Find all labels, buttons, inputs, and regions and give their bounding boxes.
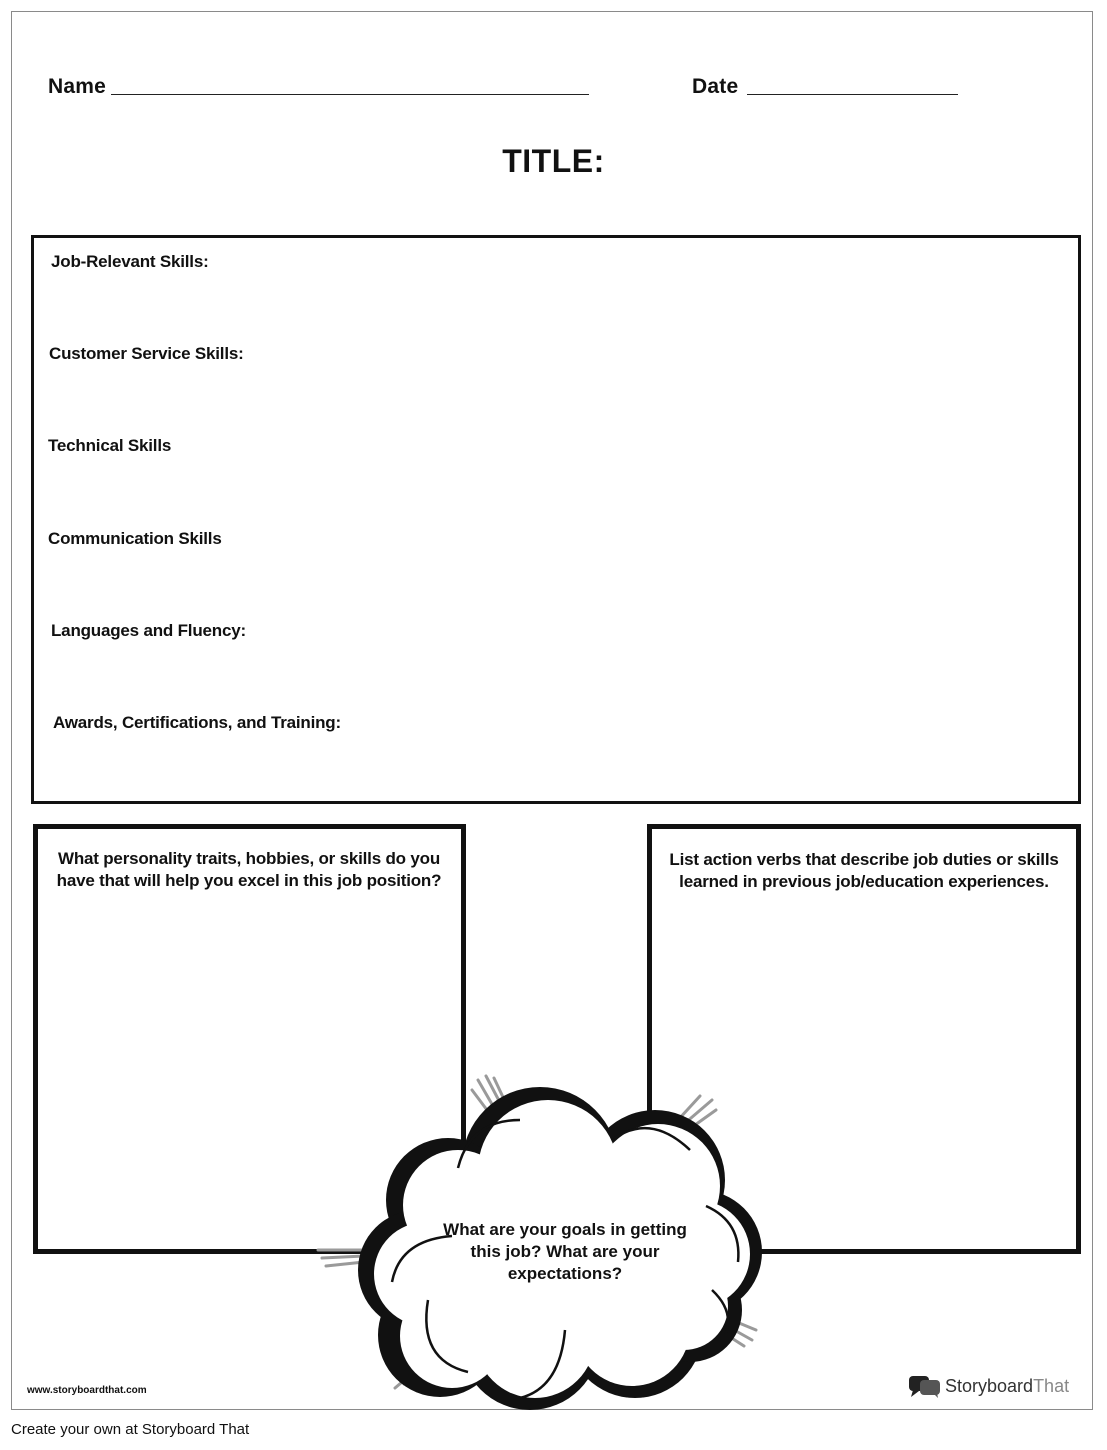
skill-label-communication: Communication Skills <box>48 529 222 548</box>
skill-label-job-relevant: Job-Relevant Skills: <box>51 252 209 271</box>
skill-label-languages: Languages and Fluency: <box>51 621 246 640</box>
goals-question-line-3: expectations? <box>507 1264 623 1283</box>
credit-text[interactable]: Create your own at Storyboard That <box>11 1421 250 1438</box>
brand-name-main: Storyboard <box>945 1375 1034 1396</box>
skill-label-awards: Awards, Certifications, and Training: <box>53 713 341 732</box>
skill-label-customer-service: Customer Service Skills: <box>49 344 244 363</box>
speech-bubbles-icon <box>908 1374 942 1398</box>
goals-question-line-1: What are your goals in getting <box>443 1220 687 1239</box>
website-url[interactable]: www.storyboardthat.com <box>27 1385 147 1396</box>
date-label: Date <box>692 75 739 98</box>
name-label: Name <box>48 75 106 98</box>
name-line[interactable] <box>111 94 589 95</box>
brand-logo[interactable] <box>908 1374 1069 1398</box>
personality-question-line-1: What personality traits, hobbies, or skills do you <box>57 849 440 868</box>
action-verbs-question-line-2: learned in previous job/education experiences. <box>679 872 1049 891</box>
personality-question <box>44 848 454 892</box>
skill-label-technical: Technical Skills <box>48 436 172 455</box>
page-title: TITLE: <box>502 143 605 179</box>
brand-name-suffix: That <box>1033 1375 1070 1396</box>
date-line[interactable] <box>747 94 958 95</box>
action-verbs-question-line-1: List action verbs that describe job duties or skills <box>669 850 1059 869</box>
goals-question-line-2: this job? What are your <box>470 1242 660 1261</box>
brand-name <box>945 1376 1069 1397</box>
goals-question <box>430 1219 700 1285</box>
action-verbs-question <box>656 849 1072 893</box>
personality-question-line-2: have that will help you excel in this job position? <box>56 871 442 890</box>
